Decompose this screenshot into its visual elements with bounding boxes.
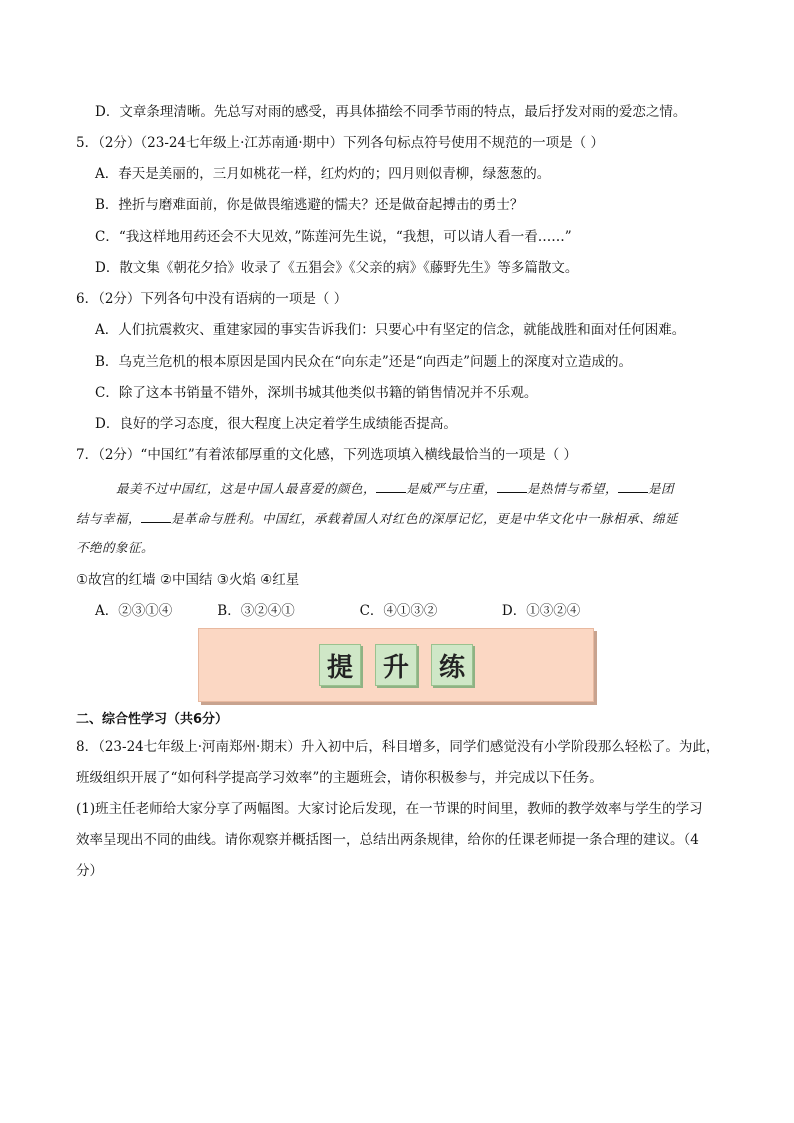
q6-option-a: A．人们抗震救灾、重建家园的事实告诉我们：只要心中有坚定的信念，就能战胜和面对任何困难。 (95, 322, 686, 338)
banner-char: 提 (319, 644, 361, 686)
q8-line-3: (1)班主任老师给大家分享了两幅图。大家讨论后发现，在一节课的时间里，教师的教学效率与学生的学习 (76, 801, 703, 817)
section-heading: 二、综合性学习（共6分） (76, 712, 229, 727)
q7-choice-b: B．③②④① (217, 603, 295, 619)
q5-option-b: B．挫折与磨难面前，你是做畏缩逃避的懦夫？还是做奋起搏击的勇士？ (95, 197, 524, 213)
q8-line-1: 8．（23-24七年级上·河南郑州·期末）升入初中后，科目增多，同学们感觉没有小学阶段那么轻松了。为此， (76, 739, 720, 755)
q5-option-d: D．散文集《朝花夕拾》收录了《五猖会》《父亲的病》《藤野先生》等多篇散文。 (95, 260, 579, 276)
q8-line-2: 班级组织开展了“如何科学提高学习效率”的主题班会，请你积极参与，并完成以下任务。 (76, 770, 603, 786)
banner-char: 升 (375, 644, 417, 686)
blank (141, 508, 171, 523)
practice-banner (198, 628, 594, 702)
q6-option-d: D．良好的学习态度，很大程度上决定着学生成绩能否提高。 (95, 416, 457, 432)
q5-option-c: C．“我这样地用药还会不大见效，”陈莲河先生说，“我想，可以请人看一看……” (95, 229, 572, 245)
q7-choice-d: D．①③②④ (501, 603, 581, 619)
q5-option-a: A．春天是美丽的，三月如桃花一样，红灼灼的；四月则似青柳，绿葱葱的。 (95, 166, 551, 182)
passage-line-1: 最美不过中国红，这是中国人最喜爱的颜色， 是威严与庄重， 是热情与希望， 是团 (116, 478, 674, 499)
q7-choice-a: A．②③①④ (95, 603, 173, 619)
q7-choices (95, 601, 580, 621)
question-7-stem: 7．（2分）“中国红”有着浓郁厚重的文化感，下列选项填入横线最恰当的一项是（ ） (76, 447, 578, 463)
q8-line-4: 效率呈现出不同的曲线。请你观察并概括图一，总结出两条规律，给你的任课老师提一条合理的建议。（4 (76, 832, 699, 848)
banner-char: 练 (431, 644, 473, 686)
q6-option-c: C．除了这本书销量不错外，深圳书城其他类似书籍的销售情况并不乐观。 (95, 385, 538, 401)
q7-choice-c: C．④①③② (359, 603, 438, 619)
passage-line-3: 不绝的象征。 (76, 540, 155, 555)
blank (618, 478, 648, 493)
question-5-stem: 5．（2分）（23-24七年级上·江苏南通·期中）下列各句标点符号使用不规范的一项是（ ） (76, 135, 604, 151)
q6-option-b: B．乌克兰危机的根本原因是国内民众在“向东走”还是“向西走”问题上的深度对立造成的。 (95, 354, 633, 370)
question-6-stem: 6．（2分）下列各句中没有语病的一项是（ ） (76, 291, 348, 307)
passage-line-2: 结与幸福， 是革命与胜利。中国红，承载着国人对红色的深厚记忆，更是中华文化中一脉相承、绵延 (76, 508, 678, 529)
q8-line-5: 分） (76, 863, 103, 879)
blank (376, 478, 406, 493)
blank (497, 478, 527, 493)
q7-items: ①故宫的红墙 ②中国结 ③火焰 ④红星 (76, 572, 300, 588)
q4-option-d: D．文章条理清晰。先总写对雨的感受，再具体描绘不同季节雨的特点，最后抒发对雨的爱恋之情。 (95, 104, 687, 120)
